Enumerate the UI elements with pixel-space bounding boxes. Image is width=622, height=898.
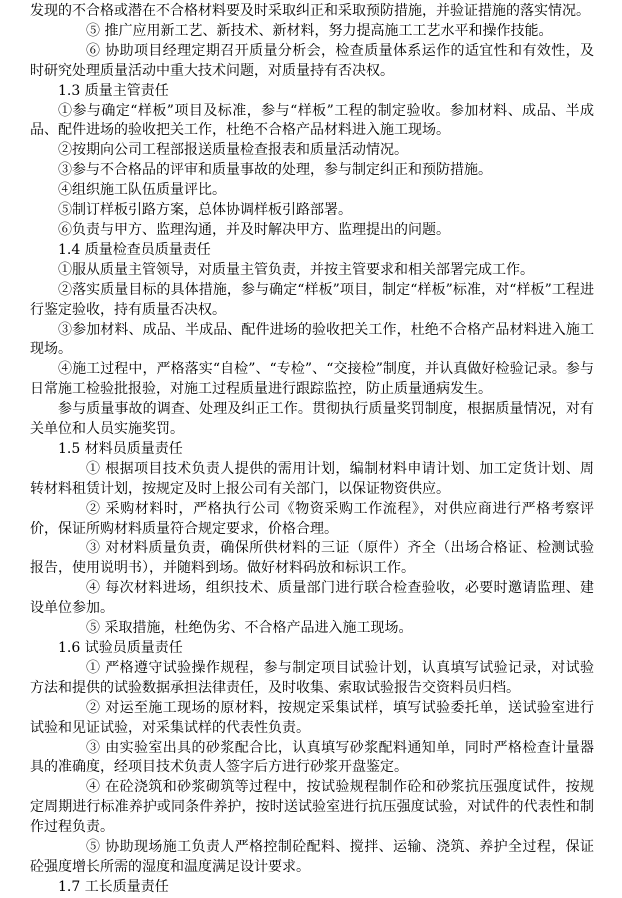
- paragraph-1-6-item-4: ④ 在砼浇筑和砂浆砌筑等过程中，按试验规程制作砼和砂浆抗压强度试件，按规定周期进行标准养护或同条件养护，按时送试验室进行抗压强度试验，对试件的代表性和制作过程负责。: [30, 779, 594, 836]
- paragraph-1-4-item-1: ①服从质量主管领导，对质量主管负责，并按主管要求和相关部署完成工作。: [58, 261, 534, 278]
- paragraph-1-5-item-2: ② 采购材料时，严格执行公司《物资采购工作流程》，对供应商进行严格考察评价，保证所购材料质量符合规定要求，价格合理。: [30, 500, 594, 537]
- paragraph-1-3-item-2: ②按期向公司工程部报送质量检查报表和质量活动情况。: [58, 142, 408, 159]
- paragraph-1-3-item-5: ⑤制订样板引路方案，总体协调样板引路部署。: [58, 202, 352, 219]
- paragraph-1-6-item-3: ③ 由实验室出具的砂浆配合比，认真填写砂浆配料通知单，同时严格检查计量器具的准确度，经项目技术负责人签字后方进行砂浆开盘鉴定。: [30, 739, 594, 776]
- section-heading-1-7: 1.7 工长质量责任: [58, 878, 169, 895]
- paragraph-1-5-item-4: ④ 每次材料进场，组织技术、质量部门进行联合检查验收，必要时邀请监理、建设单位参加。: [30, 580, 594, 617]
- section-heading-1-3: 1.3 质量主管责任: [58, 82, 169, 99]
- paragraph-item-5-new-tech: ⑤ 推广应用新工艺、新技术、新材料，努力提高施工工艺水平和操作技能。: [86, 22, 553, 39]
- section-heading-1-6: 1.6 试验员质量责任: [58, 640, 183, 656]
- paragraph-1-4-item-2: ②落实质量目标的具体措施，参与确定“样板”项目，制定“样板”标准，对“样板”工程进行鉴定验收，持有质量否决权。: [30, 281, 594, 318]
- paragraph-1-4-item-4: ④施工过程中，严格落实“自检”、“专检”、“交接检”制度，并认真做好检验记录。参与日常施工检验批报验，对施工过程质量进行跟踪监控，防止质量通病发生。: [30, 361, 594, 398]
- paragraph-1-6-item-5: ⑤ 协助现场施工负责人严格控制砼配料、搅拌、运输、浇筑、养护全过程，保证砼强度增长所需的湿度和温度满足设计要求。: [30, 839, 594, 875]
- paragraph-1-5-item-3: ③ 对材料质量负责，确保所供材料的三证（原件）齐全（出场合格证、检测试验报告，使用说明书），并随料到场。做好材料码放和标识工作。: [30, 540, 594, 577]
- paragraph-1-5-item-1: ① 根据项目技术负责人提供的需用计划，编制材料申请计划、加工定货计划、周转材料租赁计划，按规定及时上报公司有关部门，以保证物资供应。: [30, 460, 594, 497]
- paragraph-item-6-quality-meeting: ⑥ 协助项目经理定期召开质量分析会，检查质量体系运作的适宜性和有效性，及时研究处理质量活动中重大技术问题，对质量持有否决权。: [30, 42, 594, 79]
- paragraph-1-5-item-5: ⑤ 采取措施，杜绝伪劣、不合格产品进入施工现场。: [86, 620, 413, 637]
- section-heading-1-5: 1.5 材料员质量责任: [58, 440, 183, 457]
- paragraph-1-4-item-3: ③参加材料、成品、半成品、配件进场的验收把关工作，杜绝不合格产品材料进入施工现场。: [30, 321, 594, 358]
- paragraph-1-3-item-4: ④组织施工队伍质量评比。: [58, 182, 226, 199]
- paragraph-1-4-accident: 参与质量事故的调查、处理及纠正工作。贯彻执行质量奖罚制度，根据质量情况，对有关单位和人员实施奖罚。: [30, 401, 594, 438]
- paragraph-1-6-item-1: ① 严格遵守试验操作规程，参与制定项目试验计划，认真填写试验记录，对试验方法和提供的试验数据承担法律责任，及时收集、索取试验报告交资料员归档。: [30, 659, 594, 696]
- section-heading-1-4: 1.4 质量检查员质量责任: [58, 241, 211, 258]
- paragraph-1-3-item-6: ⑥负责与甲方、监理沟通，并及时解决甲方、监理提出的问题。: [58, 221, 450, 238]
- paragraph-1-6-item-2: ② 对运至施工现场的原材料，按规定采集试样，填写试验委托单，送试验室进行试验和见证试验，对采集试样的代表性负责。: [30, 699, 594, 736]
- paragraph-1-3-item-1: ①参与确定“样板”项目及标准，参与“样板”工程的制定验收。参加材料、成品、半成品、配件进场的验收把关工作，杜绝不合格产品材料进入施工现场。: [30, 102, 594, 139]
- paragraph-1-3-item-3: ③参与不合格品的评审和质量事故的处理，参与制定纠正和预防措施。: [58, 162, 492, 179]
- paragraph-continued: 发现的不合格或潜在不合格材料要及时采取纠正和采取预防措施，并验证措施的落实情况。: [30, 3, 590, 19]
